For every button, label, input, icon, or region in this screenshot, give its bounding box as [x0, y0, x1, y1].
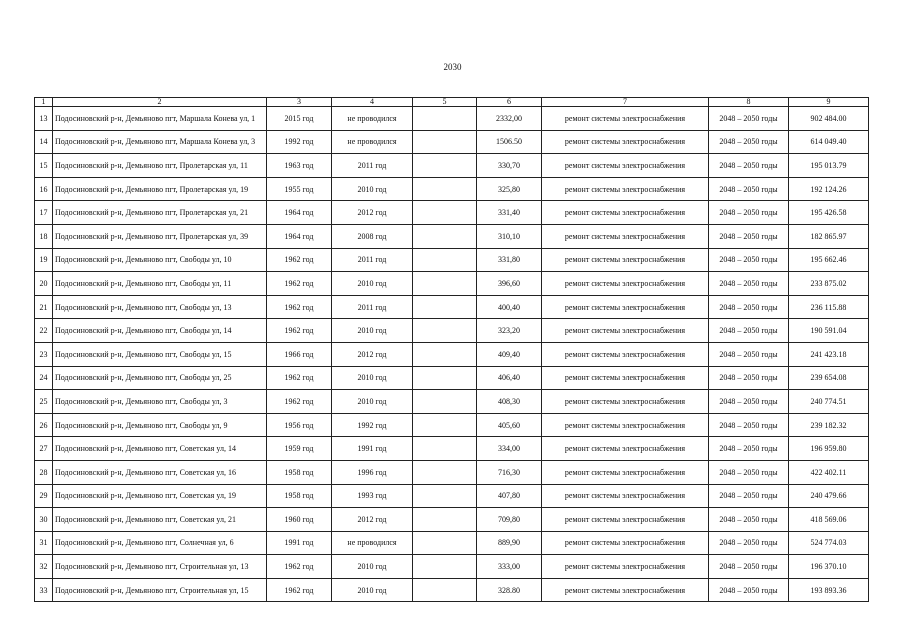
period-cell: 2048 – 2050 годы	[709, 130, 789, 154]
area-cell: 889,90	[477, 531, 542, 555]
empty-cell	[413, 177, 477, 201]
last-repair-year-cell: 2010 год	[332, 319, 413, 343]
area-cell: 396,60	[477, 272, 542, 296]
table-row	[35, 224, 869, 248]
cost-cell: 240 774.51	[789, 390, 869, 414]
area-cell: 333,00	[477, 555, 542, 579]
last-repair-year-cell: 2008 год	[332, 224, 413, 248]
table-row	[35, 272, 869, 296]
row-number-cell: 15	[35, 154, 53, 178]
last-repair-year-cell: 2010 год	[332, 366, 413, 390]
empty-cell	[413, 484, 477, 508]
empty-cell	[413, 154, 477, 178]
address-cell: Подосиновский р-н, Демьяново пгт, Маршала Конева ул, 1	[53, 107, 267, 131]
work-type-cell: ремонт системы электроснабжения	[542, 437, 709, 461]
table-row	[35, 508, 869, 532]
row-number-cell: 20	[35, 272, 53, 296]
work-type-cell: ремонт системы электроснабжения	[542, 555, 709, 579]
empty-cell	[413, 248, 477, 272]
table-row	[35, 319, 869, 343]
area-cell: 328.80	[477, 578, 542, 602]
cost-cell: 614 049.40	[789, 130, 869, 154]
table-row	[35, 413, 869, 437]
address-cell: Подосиновский р-н, Демьяново пгт, Свободы ул, 11	[53, 272, 267, 296]
empty-cell	[413, 555, 477, 579]
address-cell: Подосиновский р-н, Демьяново пгт, Пролетарская ул, 39	[53, 224, 267, 248]
build-year-cell: 1962 год	[267, 578, 332, 602]
period-cell: 2048 – 2050 годы	[709, 201, 789, 225]
row-number-cell: 27	[35, 437, 53, 461]
work-type-cell: ремонт системы электроснабжения	[542, 460, 709, 484]
last-repair-year-cell: 2011 год	[332, 154, 413, 178]
address-cell: Подосиновский р-н, Демьяново пгт, Советская ул, 21	[53, 508, 267, 532]
area-cell: 409,40	[477, 342, 542, 366]
address-cell: Подосиновский р-н, Демьяново пгт, Свободы ул, 10	[53, 248, 267, 272]
address-cell: Подосиновский р-н, Демьяново пгт, Солнечная ул, 6	[53, 531, 267, 555]
empty-cell	[413, 107, 477, 131]
row-number-cell: 22	[35, 319, 53, 343]
table-row	[35, 130, 869, 154]
row-number-cell: 21	[35, 295, 53, 319]
last-repair-year-cell: 1996 год	[332, 460, 413, 484]
period-cell: 2048 – 2050 годы	[709, 366, 789, 390]
build-year-cell: 1958 год	[267, 484, 332, 508]
empty-cell	[413, 578, 477, 602]
last-repair-year-cell: 2010 год	[332, 578, 413, 602]
address-cell: Подосиновский р-н, Демьяново пгт, Советская ул, 14	[53, 437, 267, 461]
area-cell: 400,40	[477, 295, 542, 319]
period-cell: 2048 – 2050 годы	[709, 413, 789, 437]
empty-cell	[413, 319, 477, 343]
work-type-cell: ремонт системы электроснабжения	[542, 295, 709, 319]
cost-cell: 524 774.03	[789, 531, 869, 555]
repair-schedule-table	[34, 97, 869, 602]
cost-cell: 236 115.88	[789, 295, 869, 319]
work-type-cell: ремонт системы электроснабжения	[542, 177, 709, 201]
empty-cell	[413, 413, 477, 437]
empty-cell	[413, 460, 477, 484]
build-year-cell: 1955 год	[267, 177, 332, 201]
work-type-cell: ремонт системы электроснабжения	[542, 508, 709, 532]
build-year-cell: 1956 год	[267, 413, 332, 437]
cost-cell: 902 484.00	[789, 107, 869, 131]
area-cell: 709,80	[477, 508, 542, 532]
last-repair-year-cell: 2010 год	[332, 177, 413, 201]
address-cell: Подосиновский р-н, Демьяново пгт, Пролетарская ул, 21	[53, 201, 267, 225]
work-type-cell: ремонт системы электроснабжения	[542, 154, 709, 178]
area-cell: 408,30	[477, 390, 542, 414]
work-type-cell: ремонт системы электроснабжения	[542, 319, 709, 343]
work-type-cell: ремонт системы электроснабжения	[542, 366, 709, 390]
work-type-cell: ремонт системы электроснабжения	[542, 224, 709, 248]
cost-cell: 233 875.02	[789, 272, 869, 296]
last-repair-year-cell: не проводился	[332, 130, 413, 154]
last-repair-year-cell: 2012 год	[332, 201, 413, 225]
empty-cell	[413, 295, 477, 319]
last-repair-year-cell: не проводился	[332, 107, 413, 131]
cost-cell: 192 124.26	[789, 177, 869, 201]
empty-cell	[413, 272, 477, 296]
cost-cell: 241 423.18	[789, 342, 869, 366]
work-type-cell: ремонт системы электроснабжения	[542, 130, 709, 154]
cost-cell: 239 654.08	[789, 366, 869, 390]
cost-cell: 193 893.36	[789, 578, 869, 602]
build-year-cell: 1962 год	[267, 555, 332, 579]
table-row	[35, 390, 869, 414]
period-cell: 2048 – 2050 годы	[709, 578, 789, 602]
table-row	[35, 201, 869, 225]
period-cell: 2048 – 2050 годы	[709, 555, 789, 579]
area-cell: 406,40	[477, 366, 542, 390]
period-cell: 2048 – 2050 годы	[709, 460, 789, 484]
work-type-cell: ремонт системы электроснабжения	[542, 248, 709, 272]
build-year-cell: 1963 год	[267, 154, 332, 178]
row-number-cell: 29	[35, 484, 53, 508]
last-repair-year-cell: 2010 год	[332, 272, 413, 296]
period-cell: 2048 – 2050 годы	[709, 107, 789, 131]
header-cell: 8	[709, 98, 789, 107]
address-cell: Подосиновский р-н, Демьяново пгт, Свободы ул, 9	[53, 413, 267, 437]
period-cell: 2048 – 2050 годы	[709, 224, 789, 248]
build-year-cell: 1962 год	[267, 295, 332, 319]
period-cell: 2048 – 2050 годы	[709, 272, 789, 296]
row-number-cell: 31	[35, 531, 53, 555]
row-number-cell: 14	[35, 130, 53, 154]
build-year-cell: 1992 год	[267, 130, 332, 154]
table-row	[35, 248, 869, 272]
work-type-cell: ремонт системы электроснабжения	[542, 272, 709, 296]
last-repair-year-cell: 1993 год	[332, 484, 413, 508]
period-cell: 2048 – 2050 годы	[709, 177, 789, 201]
header-cell: 7	[542, 98, 709, 107]
address-cell: Подосиновский р-н, Демьяново пгт, Пролетарская ул, 19	[53, 177, 267, 201]
table-row	[35, 295, 869, 319]
address-cell: Подосиновский р-н, Демьяново пгт, Свободы ул, 13	[53, 295, 267, 319]
address-cell: Подосиновский р-н, Демьяново пгт, Свободы ул, 3	[53, 390, 267, 414]
area-cell: 407,80	[477, 484, 542, 508]
row-number-cell: 28	[35, 460, 53, 484]
page-number: 2030	[443, 62, 462, 72]
area-cell: 310,10	[477, 224, 542, 248]
work-type-cell: ремонт системы электроснабжения	[542, 390, 709, 414]
address-cell: Подосиновский р-н, Демьяново пгт, Строительная ул, 15	[53, 578, 267, 602]
row-number-cell: 24	[35, 366, 53, 390]
address-cell: Подосиновский р-н, Демьяново пгт, Советская ул, 16	[53, 460, 267, 484]
area-cell: 330,70	[477, 154, 542, 178]
empty-cell	[413, 130, 477, 154]
last-repair-year-cell: 1991 год	[332, 437, 413, 461]
header-cell: 3	[267, 98, 332, 107]
address-cell: Подосиновский р-н, Демьяново пгт, Свободы ул, 14	[53, 319, 267, 343]
empty-cell	[413, 390, 477, 414]
period-cell: 2048 – 2050 годы	[709, 484, 789, 508]
period-cell: 2048 – 2050 годы	[709, 342, 789, 366]
last-repair-year-cell: не проводился	[332, 531, 413, 555]
row-number-cell: 26	[35, 413, 53, 437]
table-row	[35, 107, 869, 131]
table-row	[35, 154, 869, 178]
header-cell: 9	[789, 98, 869, 107]
period-cell: 2048 – 2050 годы	[709, 531, 789, 555]
cost-cell: 240 479.66	[789, 484, 869, 508]
cost-cell: 418 569.06	[789, 508, 869, 532]
area-cell: 1506.50	[477, 130, 542, 154]
cost-cell: 422 402.11	[789, 460, 869, 484]
period-cell: 2048 – 2050 годы	[709, 248, 789, 272]
address-cell: Подосиновский р-н, Демьяново пгт, Строительная ул, 13	[53, 555, 267, 579]
work-type-cell: ремонт системы электроснабжения	[542, 342, 709, 366]
build-year-cell: 1991 год	[267, 531, 332, 555]
build-year-cell: 1966 год	[267, 342, 332, 366]
header-cell: 2	[53, 98, 267, 107]
area-cell: 323,20	[477, 319, 542, 343]
empty-cell	[413, 224, 477, 248]
period-cell: 2048 – 2050 годы	[709, 295, 789, 319]
build-year-cell: 1962 год	[267, 366, 332, 390]
row-number-cell: 13	[35, 107, 53, 131]
last-repair-year-cell: 2012 год	[332, 508, 413, 532]
build-year-cell: 2015 год	[267, 107, 332, 131]
build-year-cell: 1958 год	[267, 460, 332, 484]
build-year-cell: 1962 год	[267, 390, 332, 414]
build-year-cell: 1960 год	[267, 508, 332, 532]
work-type-cell: ремонт системы электроснабжения	[542, 484, 709, 508]
table-row	[35, 177, 869, 201]
table-row	[35, 366, 869, 390]
row-number-cell: 17	[35, 201, 53, 225]
area-cell: 331,40	[477, 201, 542, 225]
cost-cell: 196 370.10	[789, 555, 869, 579]
period-cell: 2048 – 2050 годы	[709, 390, 789, 414]
work-type-cell: ремонт системы электроснабжения	[542, 201, 709, 225]
last-repair-year-cell: 2010 год	[332, 555, 413, 579]
row-number-cell: 33	[35, 578, 53, 602]
cost-cell: 190 591.04	[789, 319, 869, 343]
cost-cell: 195 662.46	[789, 248, 869, 272]
header-row	[35, 98, 869, 107]
table-row	[35, 437, 869, 461]
address-cell: Подосиновский р-н, Демьяново пгт, Пролетарская ул, 11	[53, 154, 267, 178]
address-cell: Подосиновский р-н, Демьяново пгт, Свободы ул, 25	[53, 366, 267, 390]
last-repair-year-cell: 2010 год	[332, 390, 413, 414]
cost-cell: 196 959.80	[789, 437, 869, 461]
area-cell: 405,60	[477, 413, 542, 437]
table-row	[35, 555, 869, 579]
empty-cell	[413, 366, 477, 390]
build-year-cell: 1964 год	[267, 224, 332, 248]
table-row	[35, 578, 869, 602]
table-row	[35, 484, 869, 508]
header-cell: 4	[332, 98, 413, 107]
table-row	[35, 342, 869, 366]
empty-cell	[413, 531, 477, 555]
area-cell: 2332,00	[477, 107, 542, 131]
cost-cell: 195 426.58	[789, 201, 869, 225]
build-year-cell: 1962 год	[267, 248, 332, 272]
empty-cell	[413, 342, 477, 366]
area-cell: 334,00	[477, 437, 542, 461]
period-cell: 2048 – 2050 годы	[709, 154, 789, 178]
cost-cell: 195 013.79	[789, 154, 869, 178]
area-cell: 325,80	[477, 177, 542, 201]
work-type-cell: ремонт системы электроснабжения	[542, 413, 709, 437]
row-number-cell: 19	[35, 248, 53, 272]
period-cell: 2048 – 2050 годы	[709, 508, 789, 532]
period-cell: 2048 – 2050 годы	[709, 437, 789, 461]
table-row	[35, 531, 869, 555]
cost-cell: 182 865.97	[789, 224, 869, 248]
last-repair-year-cell: 2012 год	[332, 342, 413, 366]
address-cell: Подосиновский р-н, Демьяново пгт, Свободы ул, 15	[53, 342, 267, 366]
build-year-cell: 1959 год	[267, 437, 332, 461]
cost-cell: 239 182.32	[789, 413, 869, 437]
last-repair-year-cell: 2011 год	[332, 248, 413, 272]
row-number-cell: 32	[35, 555, 53, 579]
work-type-cell: ремонт системы электроснабжения	[542, 531, 709, 555]
header-cell: 5	[413, 98, 477, 107]
row-number-cell: 23	[35, 342, 53, 366]
header-cell: 1	[35, 98, 53, 107]
empty-cell	[413, 508, 477, 532]
row-number-cell: 18	[35, 224, 53, 248]
area-cell: 716,30	[477, 460, 542, 484]
last-repair-year-cell: 2011 год	[332, 295, 413, 319]
period-cell: 2048 – 2050 годы	[709, 319, 789, 343]
last-repair-year-cell: 1992 год	[332, 413, 413, 437]
build-year-cell: 1964 год	[267, 201, 332, 225]
row-number-cell: 30	[35, 508, 53, 532]
row-number-cell: 25	[35, 390, 53, 414]
header-cell: 6	[477, 98, 542, 107]
build-year-cell: 1962 год	[267, 272, 332, 296]
build-year-cell: 1962 год	[267, 319, 332, 343]
empty-cell	[413, 437, 477, 461]
empty-cell	[413, 201, 477, 225]
row-number-cell: 16	[35, 177, 53, 201]
address-cell: Подосиновский р-н, Демьяново пгт, Советская ул, 19	[53, 484, 267, 508]
address-cell: Подосиновский р-н, Демьяново пгт, Маршала Конева ул, 3	[53, 130, 267, 154]
work-type-cell: ремонт системы электроснабжения	[542, 578, 709, 602]
area-cell: 331,80	[477, 248, 542, 272]
work-type-cell: ремонт системы электроснабжения	[542, 107, 709, 131]
table-row	[35, 460, 869, 484]
